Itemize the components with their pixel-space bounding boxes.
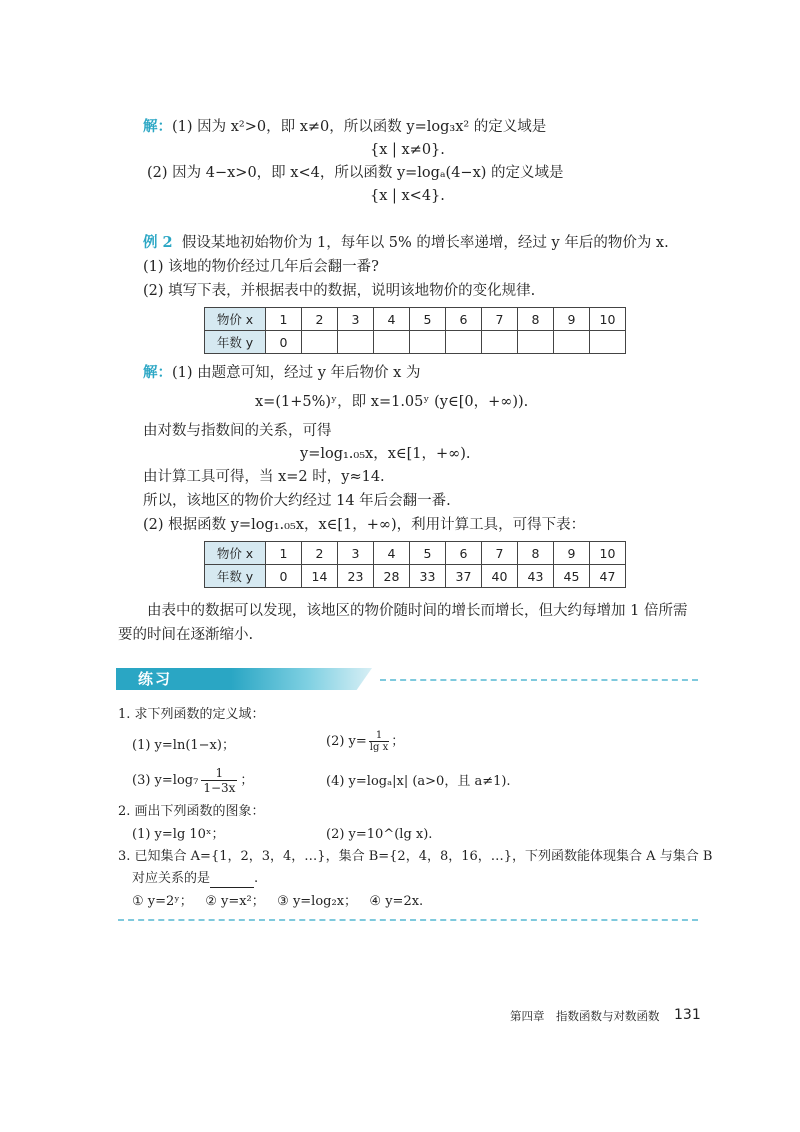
table-header: 年数 y (205, 331, 266, 354)
solution-label: 解： (143, 118, 172, 135)
table-cell: 45 (554, 565, 590, 588)
exercise-2-2: (2) y=10^(lg x). (326, 827, 433, 842)
table-cell: 37 (446, 565, 482, 588)
table-row (205, 565, 626, 588)
fraction (369, 730, 389, 753)
fraction-denominator: 1−3x (203, 781, 236, 795)
exercise-1-2-suffix: ； (391, 733, 405, 749)
fraction-denominator: lg x (369, 742, 389, 753)
page-number: 131 (674, 1007, 701, 1023)
table-cell: 5 (410, 308, 446, 331)
exercise-2: 2. 画出下列函数的图象： (118, 804, 265, 819)
exercise-3-options: ① y=2ʸ； ② y=x²； ③ y=log₂x； ④ y=2x. (132, 894, 424, 909)
example2-q1: (1) 该地的物价经过几年后会翻一番? (143, 259, 379, 275)
exercise-1-4: (4) y=logₐ|x| (a>0，且 a≠1). (326, 774, 511, 789)
table-cell: 5 (410, 542, 446, 565)
exercise-1-3-prefix: (3) y=log₇ (132, 772, 199, 788)
table-cell (518, 331, 554, 354)
table-cell: 3 (338, 542, 374, 565)
solution1-line4: {x | x<4}. (370, 188, 445, 204)
table-cell: 28 (374, 565, 410, 588)
table-cell: 6 (446, 308, 482, 331)
table-cell: 40 (482, 565, 518, 588)
chapter-footer: 第四章 指数函数与对数函数 (510, 1009, 660, 1023)
exercise-1-1: (1) y=ln(1−x)； (132, 738, 235, 753)
fraction-numerator: 1 (215, 766, 224, 780)
exercise-title: 练习 (138, 670, 173, 688)
table-cell: 10 (590, 542, 626, 565)
fraction (201, 766, 237, 795)
solution2-line3: 由对数与指数间的关系，可得 (143, 423, 332, 439)
dashed-divider-bottom (118, 919, 698, 921)
solution2-line2: x=(1+5%)ʸ，即 x=1.05ʸ (y∈[0，+∞)). (255, 394, 529, 410)
table-cell: 10 (590, 308, 626, 331)
table-cell: 33 (410, 565, 446, 588)
exercise-3-text: 对应关系的是 (132, 871, 211, 886)
exercise-2-1: (1) y=lg 10ˣ； (132, 827, 225, 842)
table-cell: 7 (482, 308, 518, 331)
table-cell: 2 (302, 308, 338, 331)
exercise-1-2-prefix: (2) y= (326, 733, 367, 749)
table-cell: 14 (302, 565, 338, 588)
table-cell (338, 331, 374, 354)
table-empty (204, 307, 626, 354)
exercise-3-line1: 3. 已知集合 A={1，2，3，4，…}，集合 B={2，4，8，16，…}，下列函数能体现集合 A 与集合 B (118, 849, 713, 864)
table-cell: 1 (266, 542, 302, 565)
solution2-line4: y=log₁.₀₅x，x∈[1，+∞). (300, 446, 471, 462)
exercise-3-line2 (132, 870, 258, 888)
dashed-divider-top (380, 679, 698, 681)
solution2-line5: 由计算工具可得，当 x=2 时，y≈14. (143, 469, 385, 485)
solution2-line1 (143, 363, 420, 383)
table-cell: 6 (446, 542, 482, 565)
table-cell: 0 (266, 565, 302, 588)
table-header: 物价 x (205, 308, 266, 331)
table-cell: 47 (590, 565, 626, 588)
table-filled (204, 541, 626, 588)
exercise-1: 1. 求下列函数的定义域： (118, 707, 265, 722)
exercise-3-period: . (254, 871, 259, 886)
table-row (205, 331, 626, 354)
solution1-line1 (143, 117, 546, 137)
table-cell: 8 (518, 308, 554, 331)
solution2-text1: (1) 由题意可知，经过 y 年后物价 x 为 (172, 365, 421, 381)
table-cell: 4 (374, 542, 410, 565)
exercise-1-3 (132, 766, 253, 795)
table-cell: 43 (518, 565, 554, 588)
table-cell: 8 (518, 542, 554, 565)
solution2-line6: 所以，该地区的物价大约经过 14 年后会翻一番. (143, 493, 451, 509)
table-cell (410, 331, 446, 354)
conclusion-line1: 由表中的数据可以发现，该地区的物价随时间的增长而增长，但大约每增加 1 倍所需 (147, 603, 688, 619)
answer-blank[interactable] (210, 873, 254, 888)
solution1-text1: (1) 因为 x²>0，即 x≠0，所以函数 y=log₃x² 的定义域是 (172, 119, 547, 135)
table-cell (482, 331, 518, 354)
table-cell: 7 (482, 542, 518, 565)
table-cell: 3 (338, 308, 374, 331)
exercise-1-2 (326, 730, 404, 753)
solution1-line3: (2) 因为 4−x>0，即 x<4，所以函数 y=logₐ(4−x) 的定义域是 (147, 165, 564, 181)
example2-statement (143, 233, 669, 253)
table-cell: 0 (266, 331, 302, 354)
table-row (205, 308, 626, 331)
solution1-line2: {x | x≠0}. (370, 142, 445, 158)
table-row (205, 542, 626, 565)
table-cell (554, 331, 590, 354)
example2-q2: (2) 填写下表，并根据表中的数据，说明该地物价的变化规律. (143, 283, 536, 299)
table-cell: 23 (338, 565, 374, 588)
table-cell: 4 (374, 308, 410, 331)
solution-label: 解： (143, 364, 172, 381)
table-cell: 9 (554, 542, 590, 565)
exercise-1-3-suffix: ； (240, 772, 254, 788)
table-header: 年数 y (205, 565, 266, 588)
table-cell (302, 331, 338, 354)
conclusion-line2: 要的时间在逐渐缩小. (118, 627, 254, 643)
example-label: 例 2 (143, 234, 173, 251)
fraction-numerator: 1 (375, 730, 383, 741)
table-header: 物价 x (205, 542, 266, 565)
table-cell: 1 (266, 308, 302, 331)
example2-text: 假设某地初始物价为 1，每年以 5% 的增长率递增，经过 y 年后的物价为 x. (181, 235, 669, 251)
table-cell: 9 (554, 308, 590, 331)
table-cell: 2 (302, 542, 338, 565)
table-cell (446, 331, 482, 354)
solution2-line7: (2) 根据函数 y=log₁.₀₅x，x∈[1，+∞)，利用计算工具，可得下表： (143, 517, 586, 533)
table-cell (374, 331, 410, 354)
table-cell (590, 331, 626, 354)
